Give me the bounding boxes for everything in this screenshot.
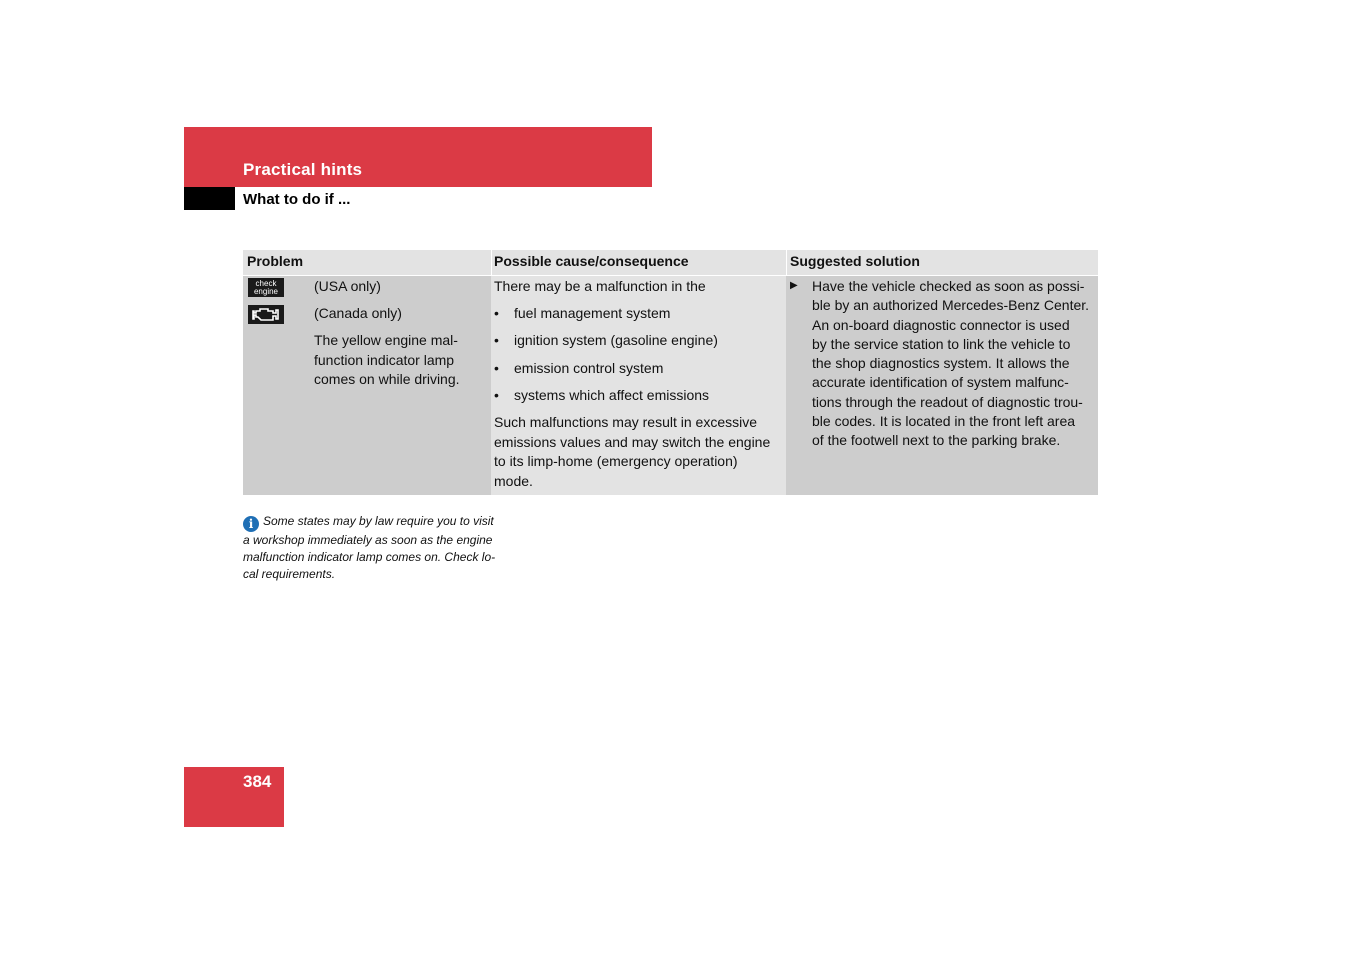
engine-warning-icon	[248, 305, 284, 324]
info-icon: i	[243, 516, 259, 532]
header-problem: Problem	[247, 253, 304, 269]
cause-cell: There may be a malfunction in the • fuel management system • ignition system (gasoline engine) • emission control system • systems which affect emissions Such malfunctions may result in excessive emissions values and may switch the engine to its limp-home (emergency operation) mode.	[491, 276, 786, 495]
page-number: 384	[243, 772, 272, 791]
check-engine-icon: check engine	[248, 278, 284, 297]
usa-only-label: (USA only)	[314, 278, 381, 294]
problem-description: The yellow engine mal- function indicator lamp comes on while driving.	[314, 332, 460, 387]
column-divider	[491, 250, 492, 275]
header-solution: Suggested solution	[790, 253, 920, 269]
canada-only-label: (Canada only)	[314, 305, 402, 321]
troubleshooting-table	[243, 250, 1098, 495]
subsection-title: What to do if ...	[243, 191, 351, 208]
column-divider	[786, 250, 787, 275]
header-cause: Possible cause/consequence	[494, 253, 689, 269]
info-note: i Some states may by law require you to visit a workshop immediately as soon as the engine malfunction indicator lamp comes on. Check lo- cal requirements.	[243, 514, 496, 581]
solution-cell	[786, 276, 1098, 495]
arrow-right-icon: ▶	[790, 280, 798, 291]
section-marker	[184, 187, 235, 210]
table-header-row	[243, 250, 1098, 276]
cause-consequence: Such malfunctions may result in excessive emissions values and may switch the engine to its limp-home (emergency operation) mode.	[494, 414, 771, 489]
problem-cell	[243, 276, 491, 495]
section-title: Practical hints	[243, 160, 363, 179]
cause-intro: There may be a malfunction in the	[494, 278, 706, 294]
solution-text: Have the vehicle checked as soon as possi- ble by an authorized Mercedes-Benz Center. An on-board diagnostic connector is used by the service station to link the vehicle to the shop diagnostics system. It allows the accurate identification of system malfunc- tions through the readout of diagnostic trou- ble codes. It is located in the front left area of the footwell next to the parking brake.	[812, 278, 1090, 449]
